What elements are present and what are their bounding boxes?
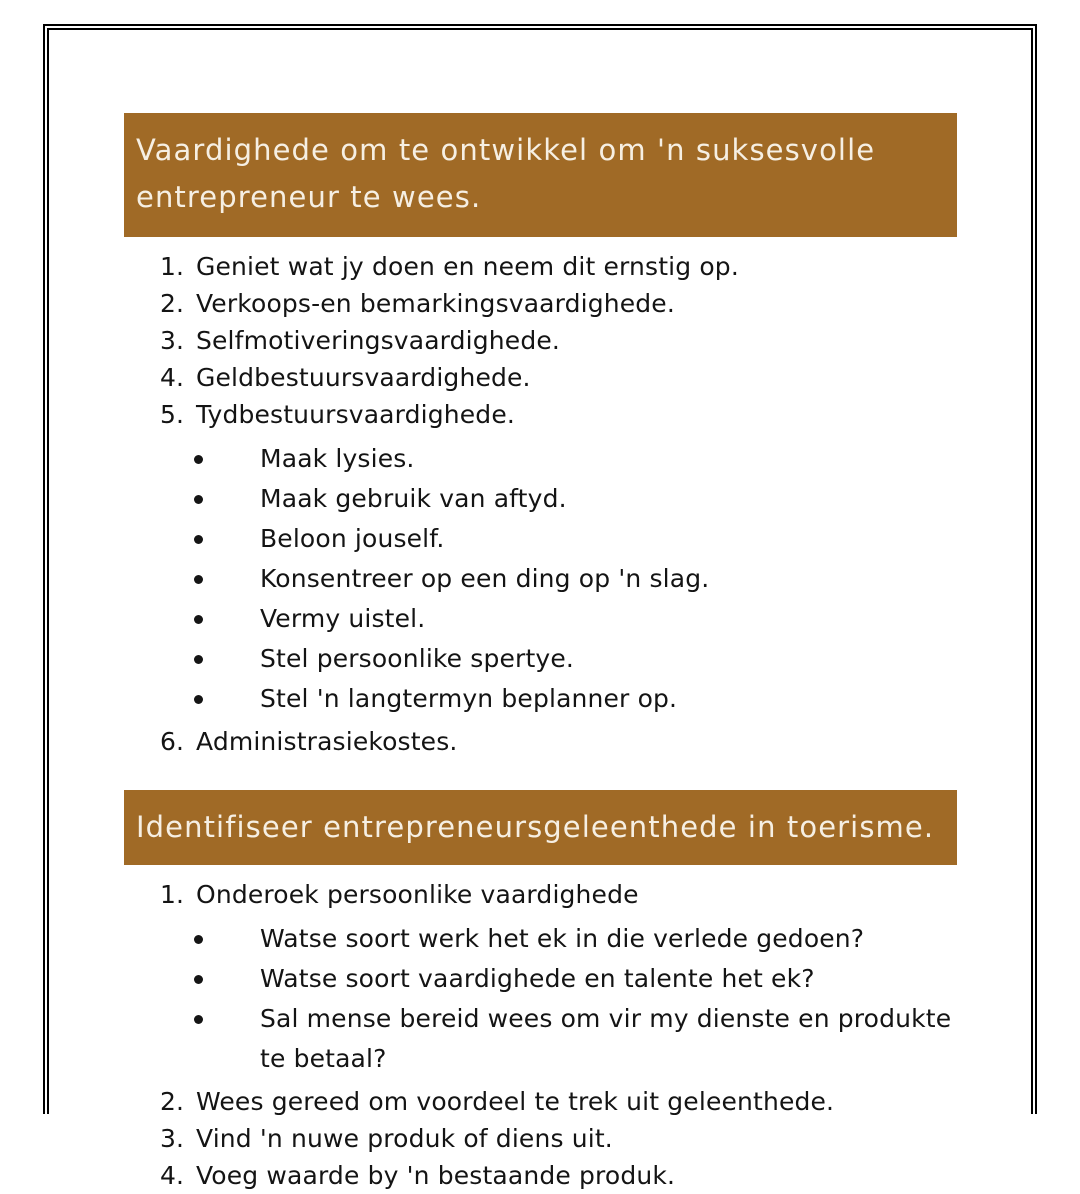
list-marker: 1. [160, 880, 185, 909]
list-item-text: Beloon jouself. [260, 524, 445, 553]
list-item [124, 679, 957, 719]
document-content [124, 113, 957, 1194]
list-item-text: Vind 'n nuwe produk of diens uit. [196, 1124, 613, 1153]
list-marker: 1. [160, 252, 185, 281]
list-item [124, 639, 957, 679]
list-item [124, 959, 957, 999]
list-item [124, 248, 957, 285]
list-marker: 5. [160, 400, 185, 429]
list-item-text: Tydbestuursvaardighede. [196, 400, 515, 429]
list-item-text: Maak lysies. [260, 444, 415, 473]
list-item-text: Watse soort werk het ek in die verlede gedoen? [260, 924, 865, 953]
list-marker: 2. [160, 1087, 185, 1116]
list-item [124, 322, 957, 359]
bullet-dot-icon [194, 615, 203, 624]
list-item [124, 559, 957, 599]
list-item [124, 285, 957, 322]
list-item [124, 359, 957, 396]
bullet-dot-icon [194, 695, 203, 704]
spacer [124, 760, 957, 790]
list-item-text: Stel 'n langtermyn beplanner op. [260, 684, 678, 713]
numbered-list-opportunities-tail [124, 1083, 957, 1194]
bullet-dot-icon [194, 495, 203, 504]
bullet-list-self-questions [124, 919, 957, 1079]
list-item-text: Watse soort vaardighede en talente het ek? [260, 964, 815, 993]
list-item [124, 1120, 957, 1157]
list-marker: 3. [160, 326, 185, 355]
numbered-list-skills [124, 248, 957, 433]
bullet-dot-icon [194, 655, 203, 664]
list-item-text: Konsentreer op een ding op 'n slag. [260, 564, 710, 593]
spacer [124, 237, 957, 248]
section-heading-skills: Vaardighede om te ontwikkel om 'n suksesvolle entrepreneur te wees. [124, 113, 957, 237]
list-item-text: Selfmotiveringsvaardighede. [196, 326, 560, 355]
section-opportunities [124, 790, 957, 1194]
list-marker: 6. [160, 727, 185, 756]
list-item [124, 1157, 957, 1194]
list-item [124, 519, 957, 559]
list-item [124, 1083, 957, 1120]
list-item-text: Onderoek persoonlike vaardighede [196, 880, 639, 909]
spacer [124, 865, 957, 876]
list-item-text: Geldbestuursvaardighede. [196, 363, 531, 392]
list-item-text: Stel persoonlike spertye. [260, 644, 574, 673]
bullet-dot-icon [194, 975, 203, 984]
list-marker: 4. [160, 1161, 185, 1190]
numbered-list-skills-tail [124, 723, 957, 760]
list-item-text: Wees gereed om voordeel te trek uit geleenthede. [196, 1087, 835, 1116]
list-item [124, 439, 957, 479]
list-item [124, 723, 957, 760]
list-item-text: Sal mense bereid wees om vir my dienste en produkte te betaal? [260, 1004, 952, 1073]
list-item-text: Maak gebruik van aftyd. [260, 484, 567, 513]
list-item-text: Voeg waarde by 'n bestaande produk. [196, 1161, 676, 1190]
bullet-dot-icon [194, 935, 203, 944]
bullet-dot-icon [194, 455, 203, 464]
list-marker: 2. [160, 289, 185, 318]
list-item-text: Administrasiekostes. [196, 727, 458, 756]
list-item [124, 396, 957, 433]
bullet-list-time-management [124, 439, 957, 719]
list-item-text: Verkoops-en bemarkingsvaardighede. [196, 289, 675, 318]
bullet-dot-icon [194, 1015, 203, 1024]
section-skills [124, 113, 957, 760]
bullet-dot-icon [194, 535, 203, 544]
bullet-dot-icon [194, 575, 203, 584]
list-item-text: Geniet wat jy doen en neem dit ernstig op. [196, 252, 739, 281]
list-item [124, 919, 957, 959]
list-item [124, 876, 957, 913]
numbered-list-opportunities [124, 876, 957, 913]
section-heading-opportunities: Identifiseer entrepreneursgeleenthede in toerisme. [124, 790, 957, 865]
list-item [124, 599, 957, 639]
list-item [124, 999, 957, 1079]
list-marker: 3. [160, 1124, 185, 1153]
list-item-text: Vermy uistel. [260, 604, 426, 633]
list-marker: 4. [160, 363, 185, 392]
list-item [124, 479, 957, 519]
